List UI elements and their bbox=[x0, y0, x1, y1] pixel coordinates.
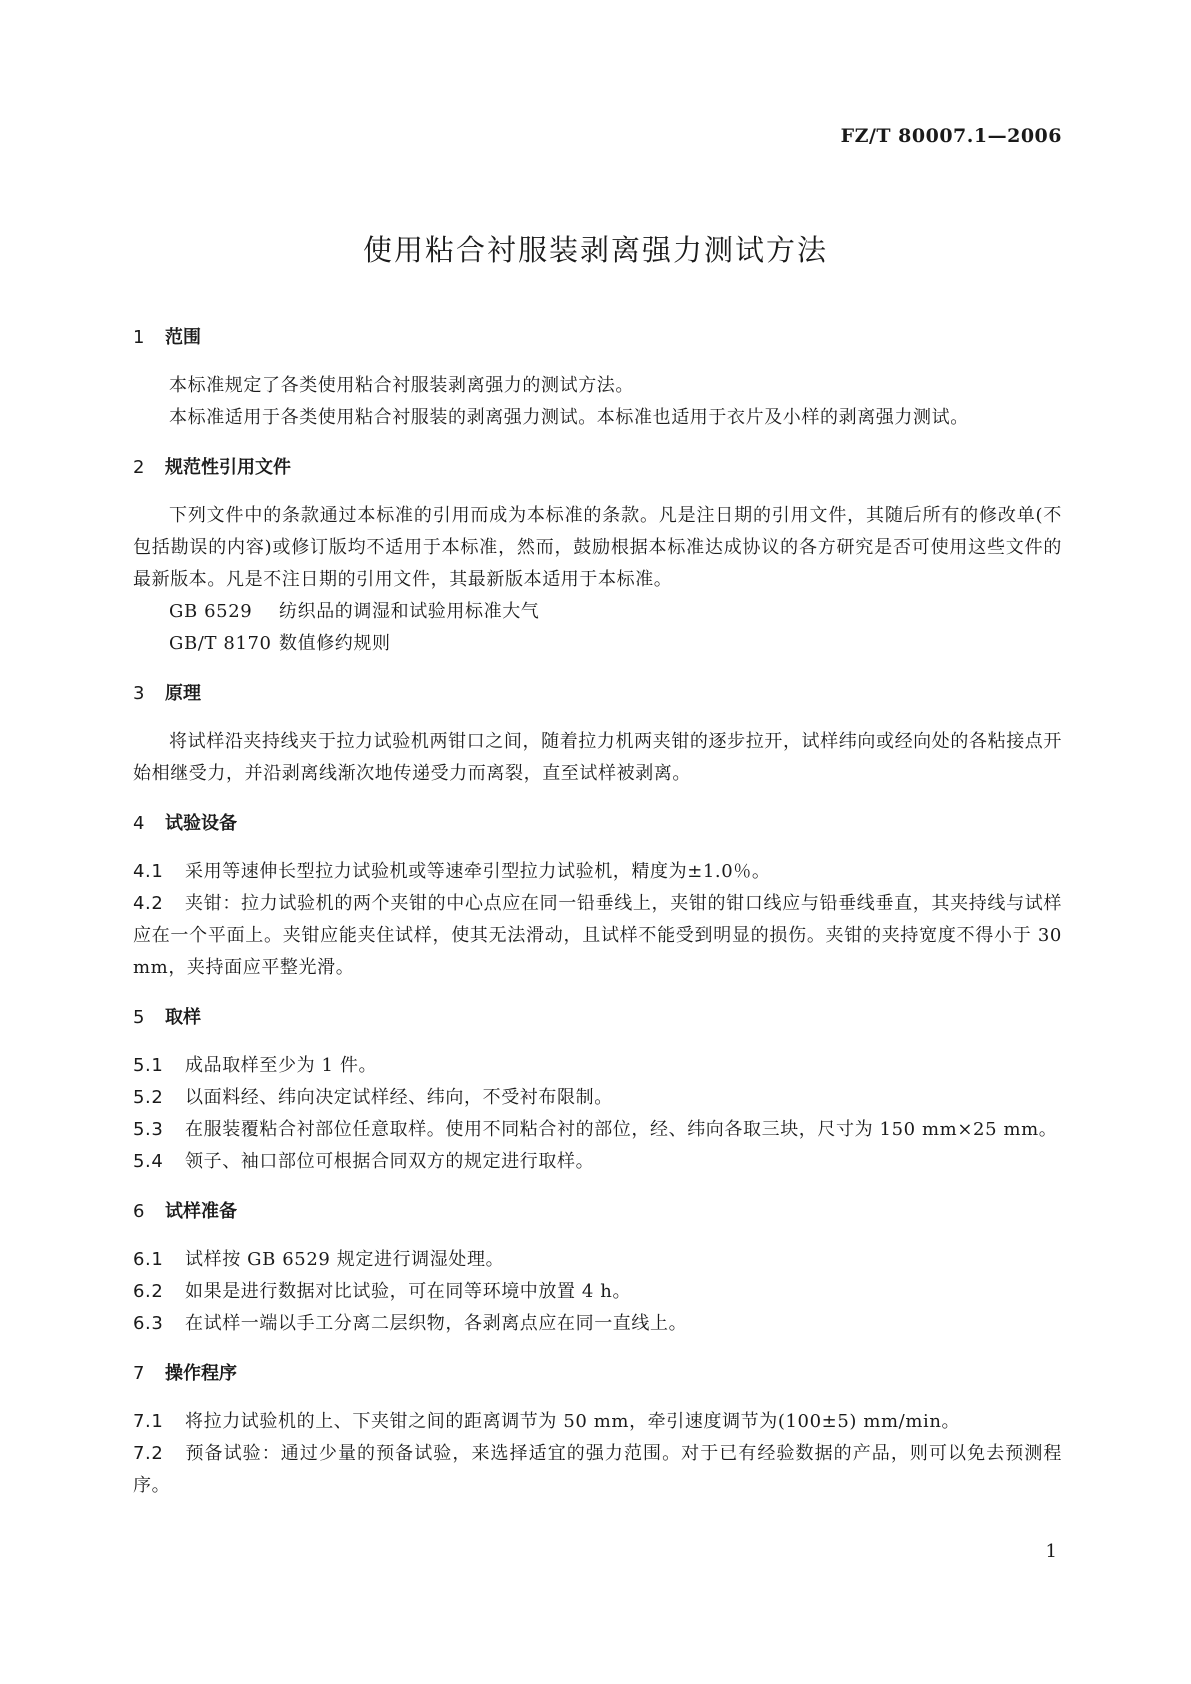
paragraph: 下列文件中的条款通过本标准的引用而成为本标准的条款。凡是注日期的引用文件，其随后所有的修改单(不包括勘误的内容)或修订版均不适用于本标准，然而，鼓励根据本标准达成协议的各方研究是否可使用这些文件的最新版本。凡是不注日期的引用文件，其最新版本适用于本标准。 bbox=[133, 505, 1062, 590]
section-heading-principle: 3 原理 bbox=[133, 683, 201, 704]
section-heading-sampling: 5 取样 bbox=[133, 1007, 201, 1028]
clause: 5.4 领子、袖口部位可根据合同双方的规定进行取样。 bbox=[133, 1151, 595, 1172]
clause: 6.2 如果是进行数据对比试验，可在同等环境中放置 4 h。 bbox=[133, 1281, 632, 1302]
reference-item: GB 6529 纺织品的调湿和试验用标准大气 bbox=[169, 601, 540, 622]
section-heading-procedure: 7 操作程序 bbox=[133, 1363, 237, 1384]
reference-item: GB/T 8170 数值修约规则 bbox=[169, 633, 391, 654]
paragraph: 将试样沿夹持线夹于拉力试验机两钳口之间，随着拉力机两夹钳的逐步拉开，试样纬向或经向处的各粘接点开始相继受力，并沿剥离线渐次地传递受力而离裂，直至试样被剥离。 bbox=[133, 731, 1062, 784]
section-heading-apparatus: 4 试验设备 bbox=[133, 813, 237, 834]
section-heading-specimen-preparation: 6 试样准备 bbox=[133, 1201, 237, 1222]
clause: 5.1 成品取样至少为 1 件。 bbox=[133, 1055, 378, 1076]
page-number: 1 bbox=[1045, 1541, 1057, 1562]
clause: 6.3 在试样一端以手工分离二层织物，各剥离点应在同一直线上。 bbox=[133, 1313, 688, 1334]
section-heading-normative-references: 2 规范性引用文件 bbox=[133, 457, 291, 478]
clause: 7.2 预备试验：通过少量的预备试验，来选择适宜的强力范围。对于已有经验数据的产品，则可以免去预测程序。 bbox=[133, 1443, 1062, 1496]
page-title: 使用粘合衬服装剥离强力测试方法 bbox=[362, 233, 828, 267]
paragraph: 本标准适用于各类使用粘合衬服装的剥离强力测试。本标准也适用于衣片及小样的剥离强力测试。 bbox=[169, 407, 969, 428]
document-body bbox=[133, 322, 1062, 1502]
clause: 5.2 以面料经、纬向决定试样经、纬向，不受衬布限制。 bbox=[133, 1087, 613, 1108]
clause: 6.1 试样按 GB 6529 规定进行调湿处理。 bbox=[133, 1249, 505, 1270]
paragraph: 本标准规定了各类使用粘合衬服装剥离强力的测试方法。 bbox=[169, 375, 634, 396]
clause: 7.1 将拉力试验机的上、下夹钳之间的距离调节为 50 mm，牵引速度调节为(100±5) mm/min。 bbox=[133, 1411, 961, 1432]
section-heading-scope: 1 范围 bbox=[133, 327, 201, 348]
clause: 4.2 夹钳：拉力试验机的两个夹钳的中心点应在同一铅垂线上，夹钳的钳口线应与铅垂线垂直，其夹持线与试样应在一个平面上。夹钳应能夹住试样，使其无法滑动，且试样不能受到明显的损伤。夹钳的夹持宽度不得小于 30 mm，夹持面应平整光滑。 bbox=[133, 893, 1062, 978]
standard-code: FZ/T 80007.1—2006 bbox=[840, 125, 1062, 147]
clause: 4.1 采用等速伸长型拉力试验机或等速牵引型拉力试验机，精度为±1.0％。 bbox=[133, 861, 771, 882]
clause: 5.3 在服装覆粘合衬部位任意取样。使用不同粘合衬的部位，经、纬向各取三块，尺寸为 150 mm×25 mm。 bbox=[133, 1119, 1058, 1140]
